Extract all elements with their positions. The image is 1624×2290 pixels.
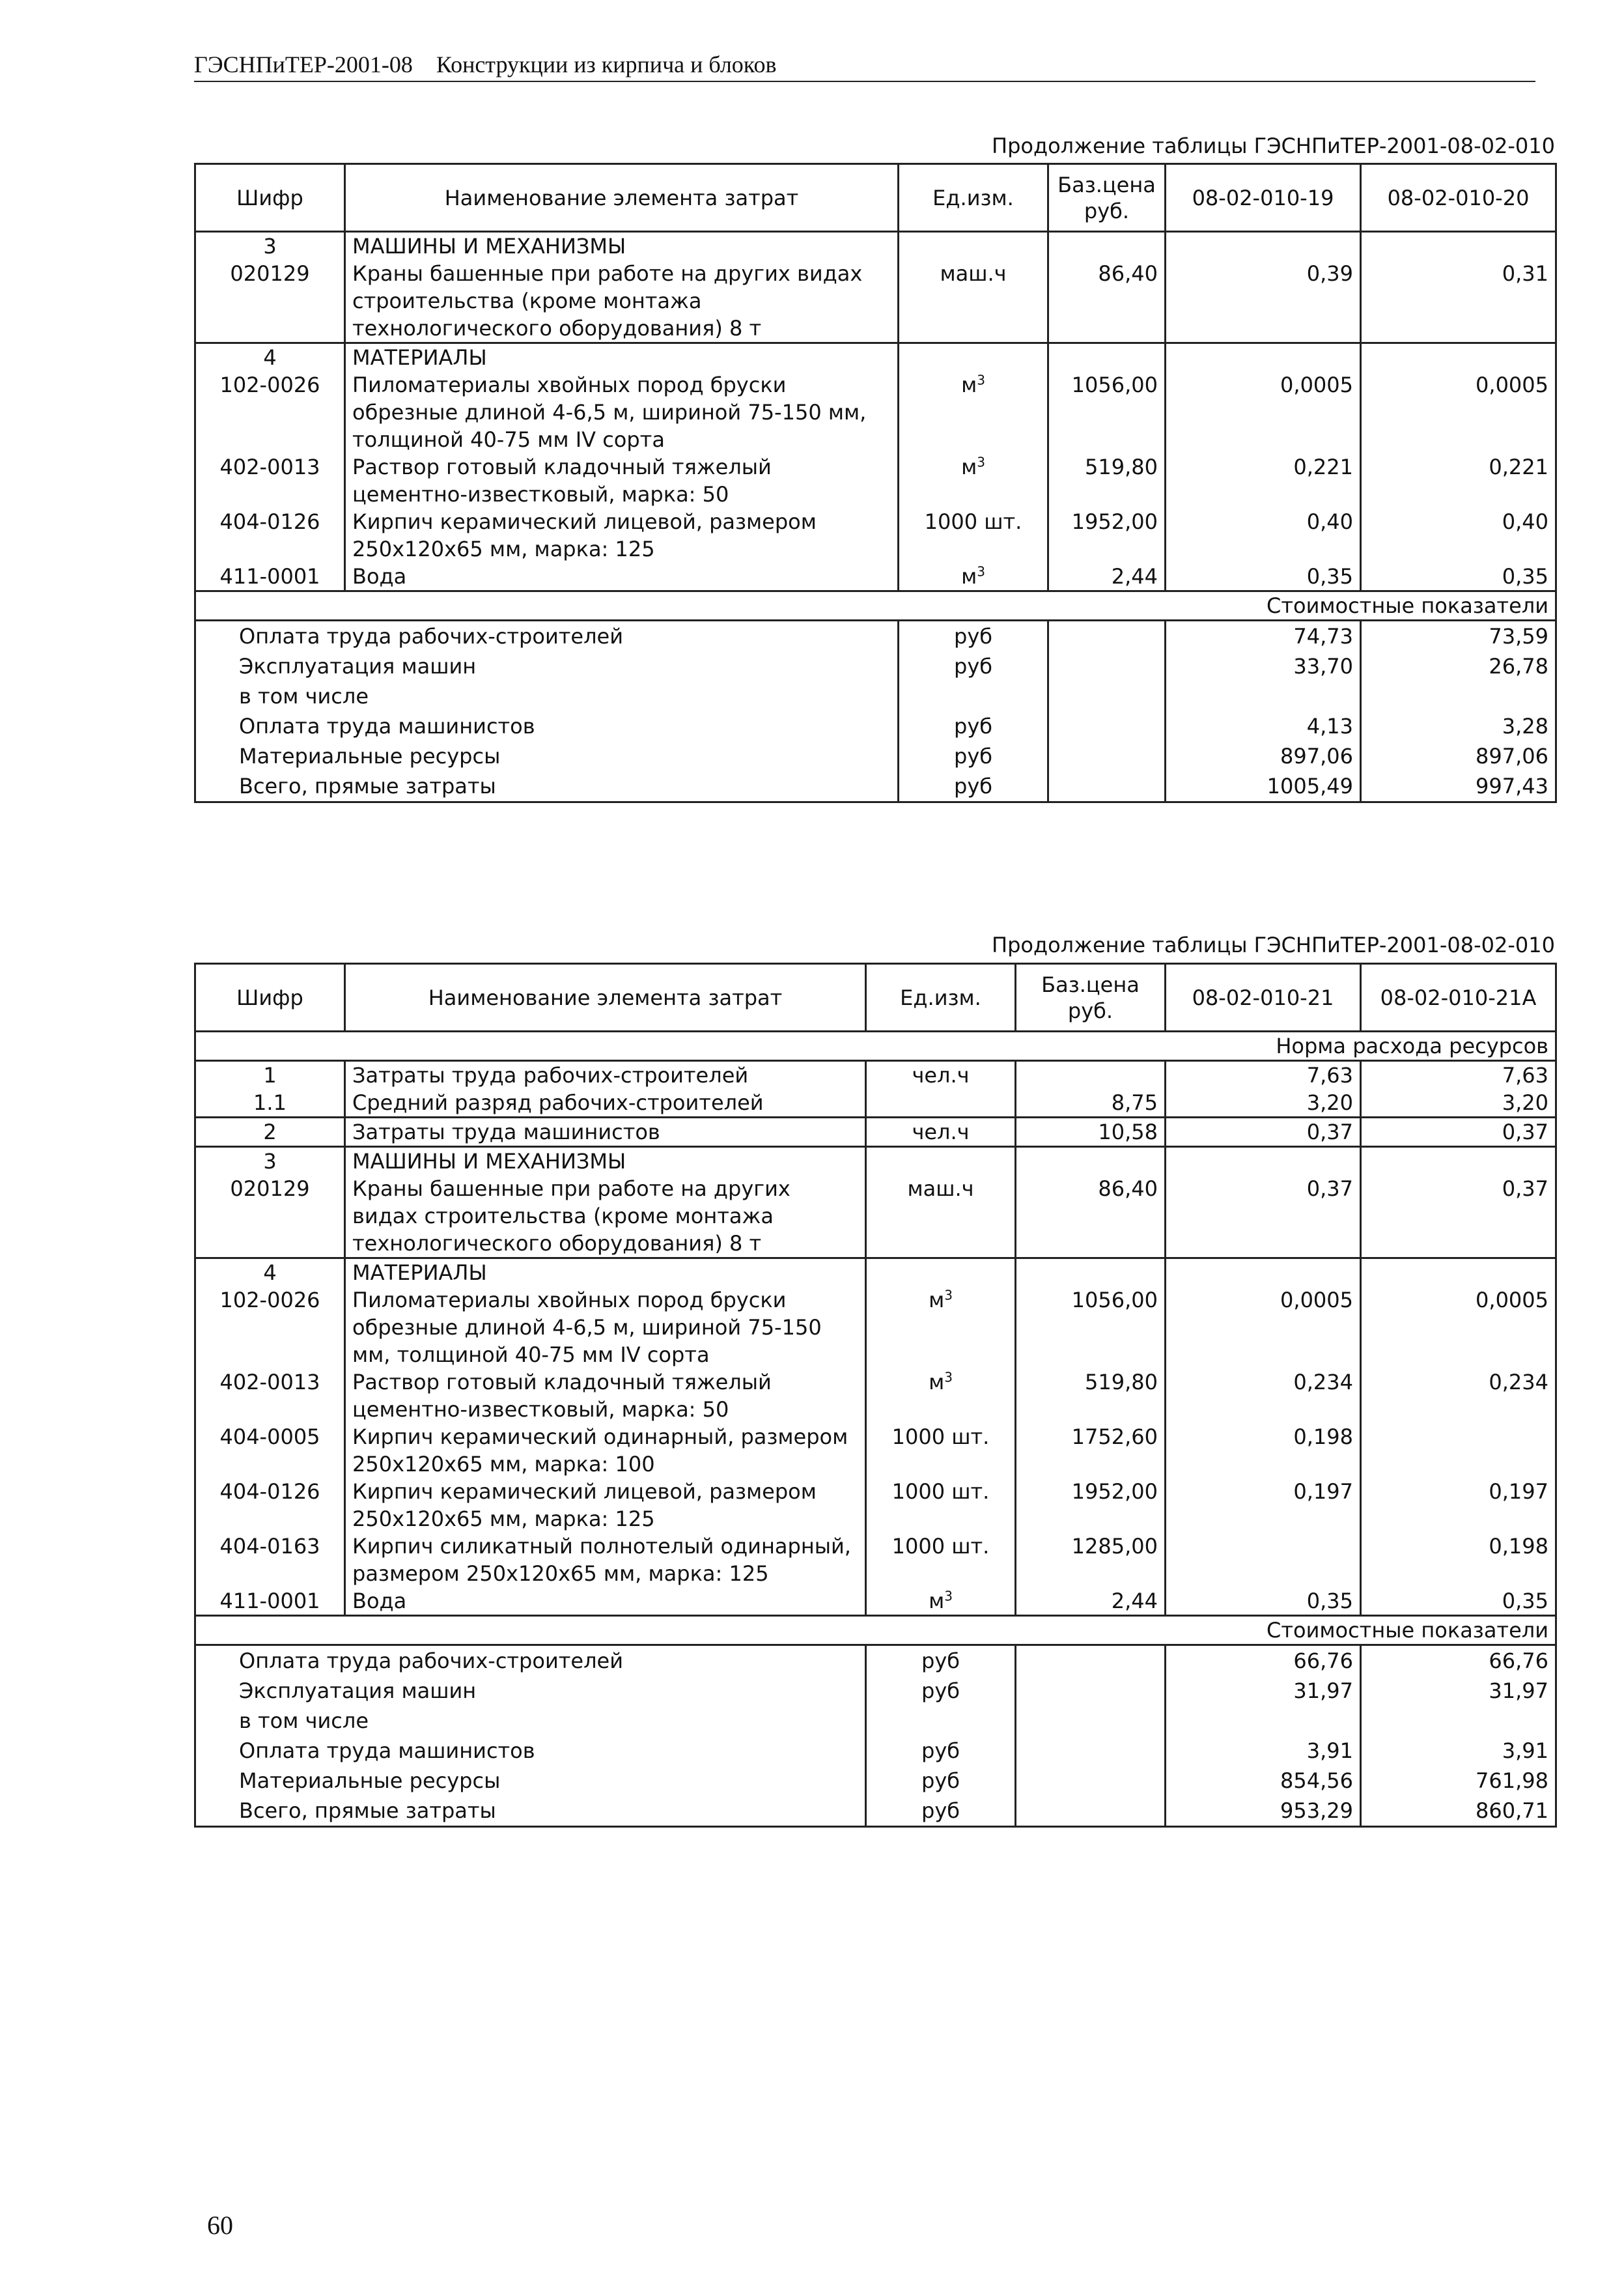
row-value-2: 0,37	[1361, 1175, 1556, 1258]
row-value-2: 0,197	[1361, 1478, 1556, 1533]
row-value-2: 0,221	[1361, 453, 1556, 508]
totals-value-2: 66,76	[1361, 1645, 1556, 1676]
totals-row	[195, 771, 1556, 802]
table-row	[195, 1118, 1556, 1147]
row-price: 519,80	[1016, 1368, 1166, 1423]
table-row	[195, 1089, 1556, 1118]
totals-label: Оплата труда рабочих-строителей	[239, 624, 623, 649]
totals-row	[195, 711, 1556, 741]
row-price: 1952,00	[1048, 508, 1166, 563]
totals-unit: руб	[899, 621, 1048, 652]
row-name: Вода	[345, 563, 899, 591]
table-row	[195, 1286, 1556, 1368]
table-row	[195, 1061, 1556, 1090]
totals-value-1: 953,29	[1166, 1796, 1361, 1827]
row-name: Раствор готовый кладочный тяжелый цементно-известковый, марка: 50	[345, 1368, 866, 1423]
table-row	[195, 371, 1556, 453]
table-row	[195, 453, 1556, 508]
row-price: 1752,60	[1016, 1423, 1166, 1478]
row-code: 2	[263, 1120, 277, 1144]
table-row	[195, 1423, 1556, 1478]
row-price: 519,80	[1048, 453, 1166, 508]
row-name: Краны башенные при работе на других видах строительства (кроме монтажа технологического оборудования) 8 т	[345, 260, 899, 343]
row-price: 86,40	[1016, 1175, 1166, 1258]
row-value-1: 7,63	[1166, 1061, 1361, 1090]
header-col1: 08-02-010-21	[1166, 964, 1361, 1032]
row-name: Затраты труда машинистов	[345, 1118, 866, 1147]
row-value-1: 0,39	[1166, 260, 1361, 343]
row-value-1: 0,198	[1166, 1423, 1361, 1478]
totals-value-1: 897,06	[1166, 741, 1361, 771]
resource-norm-band: Норма расхода ресурсов	[195, 1032, 1556, 1061]
totals-value-1: 1005,49	[1166, 771, 1361, 802]
totals-label: Материальные ресурсы	[239, 744, 501, 769]
totals-row	[195, 621, 1556, 652]
row-unit: $м^3$	[866, 1286, 1016, 1368]
row-value-1: 0,37	[1166, 1118, 1361, 1147]
section-num: 4	[263, 1260, 277, 1285]
row-code: 404-0163	[219, 1534, 320, 1559]
row-unit: $м^3$	[899, 371, 1048, 453]
table2	[194, 963, 1557, 1828]
row-unit: 1000 шт.	[866, 1478, 1016, 1533]
row-price: 86,40	[1048, 260, 1166, 343]
totals-value-2: 31,97	[1361, 1676, 1556, 1706]
row-value-1	[1166, 1533, 1361, 1587]
totals-value-1: 31,97	[1166, 1676, 1361, 1706]
row-value-2: 0,198	[1361, 1533, 1556, 1587]
totals-label: Эксплуатация машин	[239, 1678, 477, 1703]
row-unit: $м^3$	[866, 1368, 1016, 1423]
cost-indicators-band: Стоимостные показатели	[195, 1616, 1556, 1645]
totals-unit: руб	[866, 1766, 1016, 1796]
row-value-2: 0,35	[1361, 563, 1556, 591]
row-value-1: 0,35	[1166, 563, 1361, 591]
totals-value-1: 33,70	[1166, 651, 1361, 681]
row-name: Вода	[345, 1587, 866, 1616]
totals-value-2: 897,06	[1361, 741, 1556, 771]
row-unit: 1000 шт.	[866, 1533, 1016, 1587]
section-name: МАШИНЫ И МЕХАНИЗМЫ	[345, 1147, 866, 1176]
row-name: Кирпич керамический лицевой, размером 250х120х65 мм, марка: 125	[345, 1478, 866, 1533]
cost-indicators-band: Стоимостные показатели	[195, 591, 1556, 621]
totals-value-1: 66,76	[1166, 1645, 1361, 1676]
header-price: Баз.цена руб.	[1048, 164, 1166, 232]
row-price: 1056,00	[1048, 371, 1166, 453]
row-value-2: 3,20	[1361, 1089, 1556, 1118]
row-unit: $м^3$	[899, 453, 1048, 508]
totals-label: Оплата труда машинистов	[239, 714, 535, 739]
table-row	[195, 1587, 1556, 1616]
totals-value-2: 3,28	[1361, 711, 1556, 741]
header-col1: 08-02-010-19	[1166, 164, 1361, 232]
header-code: Шифр	[195, 164, 345, 232]
row-price: 1952,00	[1016, 1478, 1166, 1533]
row-value-1: 0,197	[1166, 1478, 1361, 1533]
totals-unit: руб	[899, 651, 1048, 681]
row-value-2: 0,234	[1361, 1368, 1556, 1423]
totals-value-2: 997,43	[1361, 771, 1556, 802]
header-col2: 08-02-010-21А	[1361, 964, 1556, 1032]
row-value-1: 0,234	[1166, 1368, 1361, 1423]
totals-label: Всего, прямые затраты	[239, 774, 496, 799]
totals-label: в том числе	[239, 1708, 369, 1733]
row-value-2	[1361, 1423, 1556, 1478]
table1-header-row	[195, 164, 1556, 232]
totals-row	[195, 1676, 1556, 1706]
row-code: 411-0001	[219, 1589, 320, 1613]
totals-label: Оплата труда рабочих-строителей	[239, 1648, 623, 1673]
totals-unit: руб	[866, 1676, 1016, 1706]
band-row	[195, 591, 1556, 621]
header-name: Наименование элемента затрат	[345, 964, 866, 1032]
row-unit	[866, 1089, 1016, 1118]
running-header	[194, 51, 1535, 82]
row-value-2: 0,0005	[1361, 1286, 1556, 1368]
section-name: МАТЕРИАЛЫ	[345, 1258, 866, 1287]
totals-label: Эксплуатация машин	[239, 654, 477, 679]
row-name: Затраты труда рабочих-строителей	[345, 1061, 866, 1090]
row-value-2: 0,0005	[1361, 371, 1556, 453]
header-unit: Ед.изм.	[899, 164, 1048, 232]
totals-unit: руб	[899, 741, 1048, 771]
totals-value-1: 4,13	[1166, 711, 1361, 741]
totals-row	[195, 651, 1556, 681]
row-value-2: 0,31	[1361, 260, 1556, 343]
totals-unit: руб	[866, 1736, 1016, 1766]
totals-value-1: 3,91	[1166, 1736, 1361, 1766]
row-value-1: 0,221	[1166, 453, 1361, 508]
table-row	[195, 260, 1556, 343]
row-name: Раствор готовый кладочный тяжелый цементно-известковый, марка: 50	[345, 453, 899, 508]
header-name: Наименование элемента затрат	[345, 164, 899, 232]
section-num: 4	[263, 345, 277, 370]
running-header-code: ГЭСНПиТЕР-2001-08	[194, 51, 413, 78]
section-row	[195, 232, 1556, 261]
row-unit: чел.ч	[866, 1118, 1016, 1147]
section-row	[195, 1147, 1556, 1176]
row-name: Пиломатериалы хвойных пород бруски обрезные длиной 4-6,5 м, шириной 75-150 мм, толщиной 40-75 мм IV сорта	[345, 371, 899, 453]
section-row	[195, 343, 1556, 372]
row-code: 102-0026	[219, 1288, 320, 1312]
totals-unit: руб	[866, 1645, 1016, 1676]
header-unit: Ед.изм.	[866, 964, 1016, 1032]
row-price: 2,44	[1016, 1587, 1166, 1616]
totals-value-2: 860,71	[1361, 1796, 1556, 1827]
row-price	[1016, 1061, 1166, 1090]
row-unit: маш.ч	[899, 260, 1048, 343]
row-name: Средний разряд рабочих-строителей	[345, 1089, 866, 1118]
section-num: 3	[263, 1149, 277, 1174]
row-code: 411-0001	[219, 564, 320, 589]
header-code: Шифр	[195, 964, 345, 1032]
running-header-title: Конструкции из кирпича и блоков	[436, 51, 777, 78]
table2-header-row	[195, 964, 1556, 1032]
row-price: 1285,00	[1016, 1533, 1166, 1587]
band-row	[195, 1032, 1556, 1061]
row-name: Пиломатериалы хвойных пород бруски обрезные длиной 4-6,5 м, шириной 75-150 мм, толщиной 40-75 мм IV сорта	[345, 1286, 866, 1368]
totals-value-2: 26,78	[1361, 651, 1556, 681]
row-code: 020129	[230, 261, 310, 286]
row-value-1: 0,0005	[1166, 1286, 1361, 1368]
table1-continuation: Продолжение таблицы ГЭСНПиТЕР-2001-08-02-010	[992, 134, 1555, 158]
band-row	[195, 1616, 1556, 1645]
row-value-2: 7,63	[1361, 1061, 1556, 1090]
totals-row	[195, 681, 1556, 711]
header-price: Баз.цена руб.	[1016, 964, 1166, 1032]
row-name: Кирпич керамический лицевой, размером 250х120х65 мм, марка: 125	[345, 508, 899, 563]
row-value-2: 0,35	[1361, 1587, 1556, 1616]
row-value-1: 0,40	[1166, 508, 1361, 563]
table-row	[195, 508, 1556, 563]
row-unit: 1000 шт.	[899, 508, 1048, 563]
totals-value-1: 854,56	[1166, 1766, 1361, 1796]
section-name: МАШИНЫ И МЕХАНИЗМЫ	[345, 232, 899, 261]
row-value-1: 0,0005	[1166, 371, 1361, 453]
row-price: 1056,00	[1016, 1286, 1166, 1368]
row-code: 402-0013	[219, 455, 320, 479]
totals-label: Всего, прямые затраты	[239, 1798, 496, 1823]
totals-unit: руб	[866, 1796, 1016, 1827]
table-row	[195, 1478, 1556, 1533]
totals-unit: руб	[899, 711, 1048, 741]
totals-unit: руб	[899, 771, 1048, 802]
totals-label: в том числе	[239, 684, 369, 709]
row-unit: 1000 шт.	[866, 1423, 1016, 1478]
row-name: Кирпич силикатный полнотелый одинарный, размером 250х120х65 мм, марка: 125	[345, 1533, 866, 1587]
row-code: 404-0005	[219, 1424, 320, 1449]
row-code: 402-0013	[219, 1370, 320, 1394]
row-code: 404-0126	[219, 509, 320, 534]
table-row	[195, 563, 1556, 591]
row-unit: маш.ч	[866, 1175, 1016, 1258]
totals-value-1: 74,73	[1166, 621, 1361, 652]
row-value-1: 3,20	[1166, 1089, 1361, 1118]
row-code: 020129	[230, 1176, 310, 1201]
row-code: 1	[263, 1063, 277, 1088]
page-number: 60	[207, 2211, 233, 2240]
row-name: Краны башенные при работе на других видах строительства (кроме монтажа технологического оборудования) 8 т	[345, 1175, 866, 1258]
totals-value-2: 3,91	[1361, 1736, 1556, 1766]
table-row	[195, 1175, 1556, 1258]
totals-label: Оплата труда машинистов	[239, 1738, 535, 1763]
row-code: 404-0126	[219, 1479, 320, 1504]
row-price: 2,44	[1048, 563, 1166, 591]
section-name: МАТЕРИАЛЫ	[345, 343, 899, 372]
header-col2: 08-02-010-20	[1361, 164, 1556, 232]
row-value-1: 0,37	[1166, 1175, 1361, 1258]
table-row	[195, 1533, 1556, 1587]
row-price: 10,58	[1016, 1118, 1166, 1147]
section-num: 3	[263, 234, 277, 259]
totals-row	[195, 1736, 1556, 1766]
row-code: 102-0026	[219, 373, 320, 397]
row-name: Кирпич керамический одинарный, размером 250х120х65 мм, марка: 100	[345, 1423, 866, 1478]
row-unit: чел.ч	[866, 1061, 1016, 1090]
totals-row	[195, 1796, 1556, 1827]
totals-value-2: 73,59	[1361, 621, 1556, 652]
row-unit: $м^3$	[866, 1587, 1016, 1616]
totals-row	[195, 1645, 1556, 1676]
row-unit: $м^3$	[899, 563, 1048, 591]
totals-row	[195, 741, 1556, 771]
table1	[194, 163, 1557, 803]
row-value-1: 0,35	[1166, 1587, 1361, 1616]
table2-continuation: Продолжение таблицы ГЭСНПиТЕР-2001-08-02-010	[992, 933, 1555, 957]
row-value-2: 0,40	[1361, 508, 1556, 563]
row-value-2: 0,37	[1361, 1118, 1556, 1147]
section-row	[195, 1258, 1556, 1287]
row-code: 1.1	[253, 1090, 287, 1115]
row-price: 8,75	[1016, 1089, 1166, 1118]
totals-label: Материальные ресурсы	[239, 1768, 501, 1793]
totals-row	[195, 1706, 1556, 1736]
totals-value-2: 761,98	[1361, 1766, 1556, 1796]
table-row	[195, 1368, 1556, 1423]
totals-row	[195, 1766, 1556, 1796]
